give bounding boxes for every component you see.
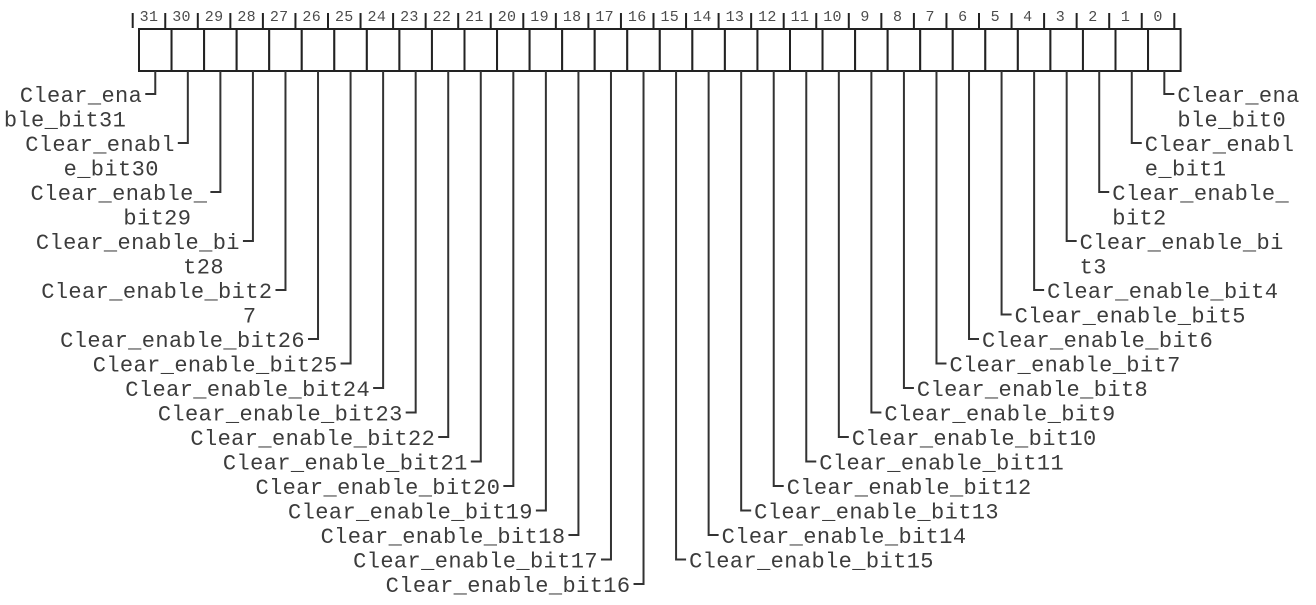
bit-cell-5 — [985, 29, 1018, 71]
bit-cell-16 — [627, 29, 660, 71]
field-label-bit13-line1: Clear_enable_bit13 — [754, 500, 1000, 526]
leader-line-bit21 — [471, 71, 481, 462]
bit-number-11: 11 — [790, 9, 810, 26]
leader-line-bit16 — [634, 71, 644, 584]
field-label-bit5-line1: Clear_enable_bit5 — [1014, 304, 1246, 330]
bit-number-30: 30 — [172, 9, 191, 26]
field-label-bit16-line1: Clear_enable_bit16 — [385, 574, 631, 599]
bit-cell-26 — [302, 29, 335, 71]
bit-cell-9 — [855, 29, 888, 71]
bit-cell-31 — [139, 29, 172, 71]
leader-line-bit15 — [676, 71, 686, 560]
field-label-bit0-line1: Clear_ena — [1177, 84, 1300, 109]
bit-number-7: 7 — [925, 9, 935, 26]
bit-number-10: 10 — [823, 9, 842, 26]
leader-line-bit17 — [601, 71, 611, 560]
leader-line-bit1 — [1132, 71, 1142, 143]
bit-number-23: 23 — [400, 9, 419, 26]
field-label-bit3-line1: Clear_enable_bi — [1079, 231, 1284, 256]
leader-line-bit8 — [904, 71, 914, 388]
field-label-bit12-line1: Clear_enable_bit12 — [786, 476, 1032, 501]
leader-line-bit30 — [178, 71, 188, 143]
field-label-bit10-line1: Clear_enable_bit10 — [851, 427, 1097, 452]
leader-line-bit31 — [145, 71, 155, 94]
bit-cell-6 — [953, 29, 986, 71]
bit-cell-23 — [399, 29, 432, 71]
bit-number-4: 4 — [1023, 9, 1033, 26]
bit-number-14: 14 — [693, 9, 712, 26]
bit-number-12: 12 — [758, 9, 777, 26]
bit-number-3: 3 — [1055, 9, 1066, 26]
leader-line-bit26 — [308, 71, 318, 339]
field-label-bit14-line1: Clear_enable_bit14 — [721, 525, 967, 550]
bit-number-27: 27 — [269, 9, 289, 26]
field-label-bit31-line1: Clear_ena — [19, 84, 143, 109]
bit-number-18: 18 — [562, 9, 582, 26]
field-label-bit18-line1: Clear_enable_bit18 — [320, 525, 566, 550]
field-label-bit1-line2: e_bit1 — [1144, 157, 1227, 183]
leader-line-bit0 — [1164, 71, 1174, 94]
field-label-bit11-line1: Clear_enable_bit11 — [819, 451, 1065, 477]
field-label-bit29-line2: bit29 — [123, 206, 192, 232]
field-label-bit21-line1: Clear_enable_bit21 — [222, 451, 468, 477]
bit-cell-2 — [1083, 29, 1116, 71]
leader-line-bit28 — [243, 71, 253, 241]
field-label-bit15-line1: Clear_enable_bit15 — [689, 549, 934, 575]
bit-cell-8 — [888, 29, 921, 71]
field-label-bit8-line1: Clear_enable_bit8 — [916, 378, 1149, 403]
bit-cell-25 — [334, 29, 367, 71]
bit-number-0: 0 — [1153, 9, 1163, 26]
field-label-bit2-line1: Clear_enable_ — [1112, 182, 1290, 207]
field-label-bit4-line1: Clear_enable_bit4 — [1047, 280, 1279, 305]
bit-number-17: 17 — [595, 9, 614, 26]
bit-number-25: 25 — [334, 9, 354, 26]
bit-number-19: 19 — [530, 9, 549, 26]
bit-number-24: 24 — [367, 9, 387, 26]
bit-cell-20 — [497, 29, 530, 71]
leader-line-bit3 — [1067, 71, 1077, 241]
bit-cell-30 — [172, 29, 205, 71]
field-label-bit24-line1: Clear_enable_bit24 — [125, 378, 371, 403]
field-label-bit17-line1: Clear_enable_bit17 — [353, 549, 598, 575]
field-label-bit20-line1: Clear_enable_bit20 — [255, 476, 501, 501]
field-label-bit25-line1: Clear_enable_bit25 — [92, 353, 338, 379]
field-label-bit30-line2: e_bit30 — [63, 157, 159, 183]
bit-number-20: 20 — [497, 9, 517, 26]
bit-number-2: 2 — [1088, 9, 1098, 26]
leader-line-bit9 — [871, 71, 881, 413]
bit-cell-7 — [920, 29, 953, 71]
field-label-bit27-line2: 7 — [242, 304, 257, 330]
bit-number-29: 29 — [204, 9, 224, 26]
field-label-bit23-line1: Clear_enable_bit23 — [157, 402, 403, 428]
bit-cell-27 — [269, 29, 302, 71]
leader-line-bit13 — [741, 71, 751, 511]
bit-cell-15 — [660, 29, 693, 71]
bit-cell-21 — [465, 29, 498, 71]
leader-line-bit7 — [936, 71, 946, 364]
bit-number-5: 5 — [990, 9, 1000, 26]
field-label-bit29-line1: Clear_enable_ — [30, 182, 208, 207]
leader-line-bit22 — [438, 71, 448, 437]
bit-number-26: 26 — [302, 9, 322, 26]
bit-number-13: 13 — [725, 9, 745, 26]
bit-cell-10 — [823, 29, 856, 71]
bit-number-9: 9 — [860, 9, 870, 26]
bit-cell-17 — [595, 29, 628, 71]
leader-line-bit18 — [568, 71, 578, 535]
bit-cell-12 — [757, 29, 790, 71]
bit-cell-22 — [432, 29, 465, 71]
field-label-bit30-line1: Clear_enabl — [25, 133, 175, 158]
leader-line-bit29 — [210, 71, 220, 192]
field-label-bit0-line2: ble_bit0 — [1177, 108, 1287, 134]
field-label-bit27-line1: Clear_enable_bit2 — [41, 280, 273, 305]
field-label-bit28-line2: t28 — [183, 255, 224, 281]
leader-line-bit11 — [806, 71, 816, 462]
bit-cell-14 — [692, 29, 725, 71]
field-label-bit22-line1: Clear_enable_bit22 — [190, 427, 436, 452]
bit-cell-1 — [1116, 29, 1149, 71]
field-label-bit6-line1: Clear_enable_bit6 — [982, 329, 1214, 354]
field-label-bit9-line1: Clear_enable_bit9 — [884, 402, 1116, 428]
bit-cell-13 — [725, 29, 758, 71]
bit-number-22: 22 — [432, 9, 452, 26]
leader-line-bit5 — [1002, 71, 1012, 315]
register-box — [139, 29, 1181, 71]
field-label-bit26-line1: Clear_enable_bit26 — [60, 329, 306, 354]
leader-line-bit14 — [709, 71, 719, 535]
bit-number-15: 15 — [660, 9, 680, 26]
bit-cell-18 — [562, 29, 595, 71]
leader-line-bit19 — [536, 71, 546, 511]
leader-line-bit24 — [373, 71, 383, 388]
bit-cell-24 — [367, 29, 400, 71]
bit-number-8: 8 — [892, 9, 903, 26]
bit-number-16: 16 — [627, 9, 647, 26]
field-label-bit31-line2: ble_bit31 — [3, 108, 127, 134]
field-label-bit7-line1: Clear_enable_bit7 — [949, 353, 1181, 379]
bit-cell-19 — [530, 29, 563, 71]
leader-line-bit2 — [1099, 71, 1109, 192]
field-label-bit2-line2: bit2 — [1112, 206, 1167, 232]
leader-line-bit10 — [839, 71, 849, 437]
field-label-bit3-line2: t3 — [1079, 255, 1107, 281]
bit-number-1: 1 — [1120, 9, 1131, 26]
bit-number-6: 6 — [958, 9, 968, 26]
bit-cell-3 — [1050, 29, 1083, 71]
field-label-bit19-line1: Clear_enable_bit19 — [288, 500, 533, 526]
right-field-labels — [689, 84, 1300, 575]
field-label-bit1-line1: Clear_enabl — [1144, 133, 1295, 158]
bit-cell-29 — [204, 29, 237, 71]
bit-cell-11 — [790, 29, 823, 71]
bit-number-28: 28 — [237, 9, 256, 26]
leader-line-bit12 — [774, 71, 784, 486]
bit-cell-28 — [237, 29, 270, 71]
leader-line-bit4 — [1034, 71, 1044, 290]
bit-number-21: 21 — [465, 9, 484, 26]
leader-line-bit27 — [275, 71, 285, 290]
leader-line-bit20 — [503, 71, 513, 486]
bit-cell-4 — [1018, 29, 1051, 71]
bit-cell-0 — [1148, 29, 1181, 71]
bit-number-31: 31 — [139, 9, 159, 26]
leader-line-bit23 — [406, 71, 416, 413]
leader-line-bit25 — [341, 71, 351, 364]
field-label-bit28-line1: Clear_enable_bi — [35, 231, 240, 256]
leader-line-bit6 — [969, 71, 979, 339]
bit-number-ticks — [133, 13, 1175, 28]
bit-number-row — [140, 9, 1163, 26]
